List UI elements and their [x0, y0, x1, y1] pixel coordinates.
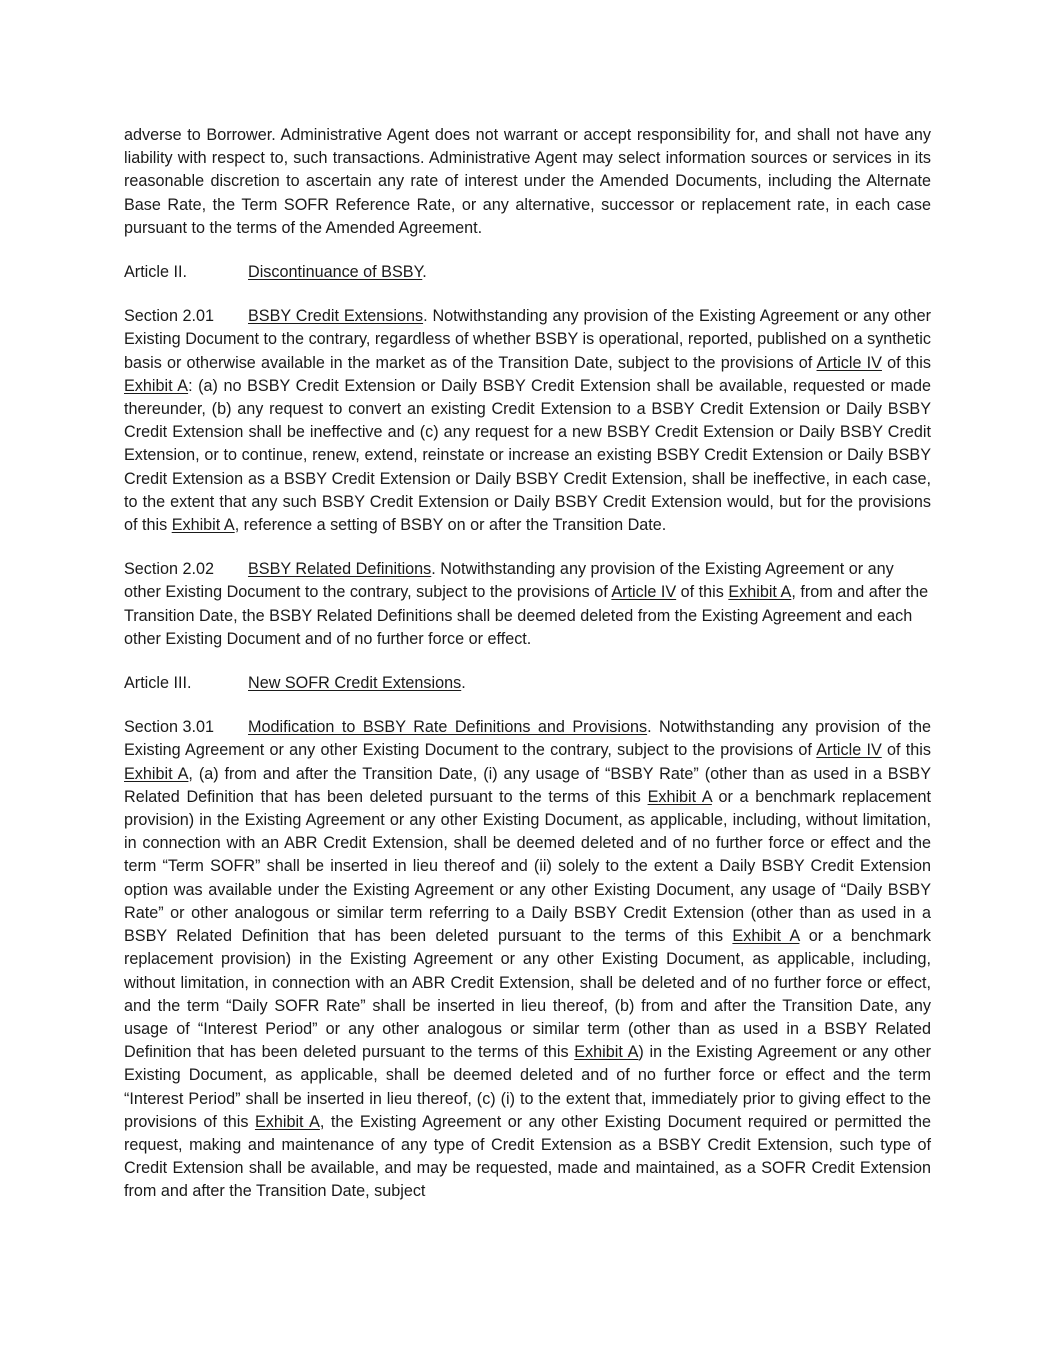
- article-title: New SOFR Credit Extensions: [248, 674, 462, 693]
- section-title: BSBY Related Definitions: [248, 560, 432, 579]
- cross-reference: Exhibit A: [728, 583, 792, 602]
- cross-reference: Article IV: [816, 741, 882, 760]
- cross-reference: Exhibit A: [574, 1043, 639, 1062]
- cross-reference: Article IV: [816, 353, 882, 372]
- section-text: . Notwithstanding any provision of the Existing Agreement or any other Existing Document to the contrary, regardless of whether BSBY is operational, reported, published on a synthetic basis or otherwise available in the market as of the Transition Date, subject to the provisions of: [124, 307, 931, 372]
- section-text: or a benchmark replacement provision) in the Existing Agreement or any other Existing Document, as applicable, including, without limitation, in connection with an ABR Credit Extension, shall be deleted and of no further force or effect, and the term “Daily SOFR Rate” shall be inserted in lieu thereof, (b) from and after the Transition Date, any usage of “Interest Period” or any other analogous or similar term (other than as used in a BSBY Related Definition that has been deleted pursuant to the terms of this: [124, 927, 932, 1062]
- article-period: .: [461, 674, 466, 693]
- section-text: ) in the Existing Agreement or any other Existing Document, as applicable, shall be deemed deleted and of no further force or effect and the term “Interest Period” shall be inserted in lieu thereof, (c) (i) to the extent that, immediately prior to giving effect to the provisions of this: [124, 1043, 931, 1131]
- section-text: : (a) no BSBY Credit Extension or Daily BSBY Credit Extension shall be available, requested or made thereunder, (b) any request to convert an existing Credit Extension to a BSBY Credit Extension or Daily BSBY Credit Extension shall be ineffective and (c) any request for a new BSBY Credit Extension or Daily BSBY Credit Extension, or to continue, renew, extend, reinstate or increase an existing BSBY Credit Extension or Daily BSBY Credit Extension as a BSBY Credit Extension or Daily BSBY Credit Extension, shall be ineffective, in each case, to the extent that any such BSBY Credit Extension or Daily BSBY Credit Extension would, but for the provisions of this: [124, 376, 931, 535]
- cross-reference: Exhibit A: [124, 764, 189, 783]
- section-text: . Notwithstanding any provision of the Existing Agreement or any other Existing Document to the contrary, subject to the provisions of: [124, 560, 894, 602]
- article-ii-heading: [124, 261, 931, 284]
- section-number: Section 2.02: [124, 560, 214, 579]
- section-text: , from and after the Transition Date, the BSBY Related Definitions shall be deemed deleted from the Existing Agreement and each other Existing Document and of no further force or effect.: [124, 583, 929, 648]
- section-text: or a benchmark replacement provision) in the Existing Agreement or any other Existing Document, as applicable, including, without limitation, in connection with an ABR Credit Extension, shall be deemed deleted and of no further force or effect and the term “Term SOFR” shall be inserted in lieu thereof and (ii) solely to the extent a Daily BSBY Credit Extension option was available under the Existing Agreement or any other Existing Document, any usage of “Daily BSBY Rate” or other analogous or similar term referring to a Daily BSBY Credit Extension (other than as used in a BSBY Related Definition that has been deleted pursuant to the terms of this: [124, 787, 932, 946]
- section-text: of this: [881, 353, 931, 372]
- cross-reference: Exhibit A: [124, 376, 189, 395]
- article-title: Discontinuance of BSBY: [248, 263, 423, 282]
- section-2-01: [124, 305, 931, 537]
- section-title: Modification to BSBY Rate Definitions and Provisions: [248, 718, 648, 737]
- cross-reference: Exhibit A: [647, 787, 712, 806]
- cross-reference: Article IV: [611, 583, 677, 602]
- section-number: Section 3.01: [124, 718, 214, 737]
- paragraph-continuation: adverse to Borrower. Administrative Agent does not warrant or accept responsibility for, and shall not have any liability with respect to, such transactions. Administrative Agent may select information sources or services in its reasonable discretion to ascertain any rate of interest under the Amended Documents, including the Alternate Base Rate, the Term SOFR Reference Rate, or any alternative, successor or replacement rate, in each case pursuant to the terms of the Amended Agreement.: [124, 126, 931, 237]
- section-number: Section 2.01: [124, 307, 214, 326]
- article-number: Article II.: [124, 263, 187, 282]
- section-text: , the Existing Agreement or any other Existing Document required or permitted the request, making and maintenance of any type of Credit Extension as a BSBY Credit Extension, such type of Credit Extension shall be available, and may be requested, made and maintained, as a SOFR Credit Extension from and after the Transition Date, subject: [124, 1112, 931, 1201]
- article-number: Article III.: [124, 674, 192, 693]
- cross-reference: Exhibit A: [171, 516, 235, 535]
- article-period: .: [422, 263, 427, 282]
- section-text: of this: [881, 741, 931, 760]
- section-text: of this: [676, 583, 729, 602]
- section-text: , reference a setting of BSBY on or after the Transition Date.: [234, 516, 667, 535]
- cross-reference: Exhibit A: [732, 927, 800, 946]
- article-iii-heading: [124, 672, 931, 695]
- section-text: , (a) from and after the Transition Date, (i) any usage of “BSBY Rate” (other than as used in a BSBY Related Definition that has been deleted pursuant to the terms of this: [124, 764, 931, 806]
- section-title: BSBY Credit Extensions: [248, 307, 424, 326]
- cross-reference: Exhibit A: [254, 1112, 320, 1131]
- section-text: . Notwithstanding any provision of the Existing Agreement or any other Existing Document to the contrary, subject to the provisions of: [124, 718, 931, 760]
- section-2-02: [124, 558, 931, 651]
- section-3-01: [124, 716, 931, 1203]
